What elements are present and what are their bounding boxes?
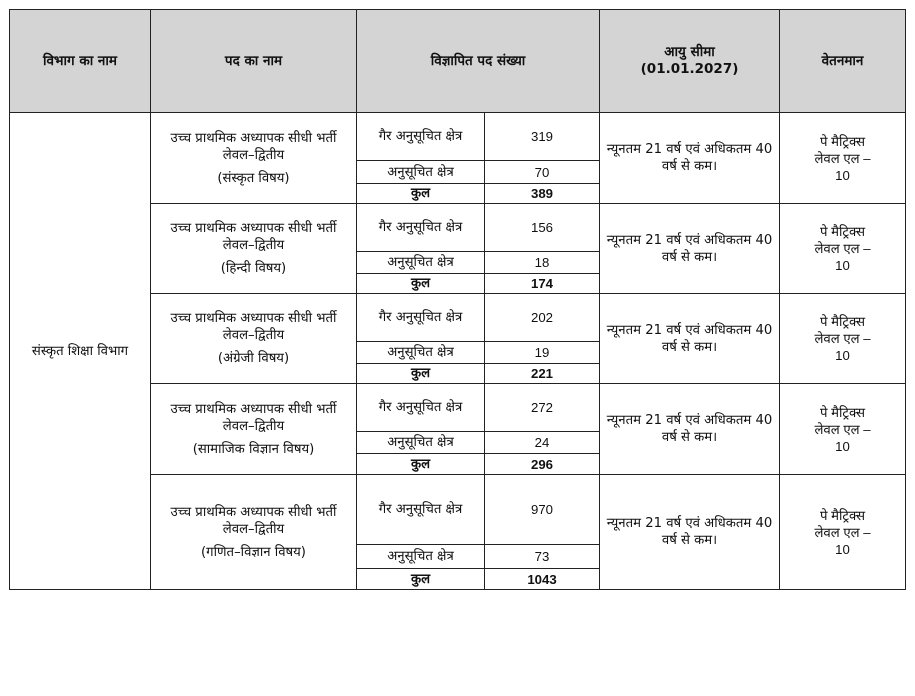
department-cell: संस्कृत शिक्षा विभाग xyxy=(10,113,151,590)
count-scheduled: 73 xyxy=(485,545,600,569)
total-count: 296 xyxy=(485,454,600,475)
post-title: उच्च प्राथमिक अध्यापक सीधी भर्ती लेवल–द्वितीय xyxy=(170,130,337,163)
pay-scale-cell xyxy=(780,475,906,590)
total-label: कुल xyxy=(357,454,485,475)
pay-scale-line-1: पे मैट्रिक्स xyxy=(819,314,866,329)
post-title: उच्च प्राथमिक अध्यापक सीधी भर्ती लेवल–द्वितीय xyxy=(170,221,337,253)
pay-scale-line-2: लेवल एल – xyxy=(814,331,871,346)
pay-scale-line-1: पे मैट्रिक्स xyxy=(819,133,866,149)
total-label: कुल xyxy=(357,364,485,384)
table-header-row xyxy=(10,10,906,113)
pay-scale-line-2: लेवल एल – xyxy=(814,241,871,256)
pay-scale-line-3: 10 xyxy=(835,541,850,557)
total-label: कुल xyxy=(357,569,485,590)
pay-scale-line-3: 10 xyxy=(835,258,850,273)
total-count: 221 xyxy=(485,364,600,384)
category-scheduled: अनुसूचित क्षेत्र xyxy=(357,432,485,454)
category-non-scheduled: गैर अनुसूचित क्षेत्र xyxy=(357,204,485,252)
category-non-scheduled: गैर अनुसूचित क्षेत्र xyxy=(357,475,485,545)
count-scheduled: 18 xyxy=(485,252,600,274)
total-label: कुल xyxy=(357,274,485,294)
post-subject: (हिन्दी विषय) xyxy=(220,261,287,276)
category-non-scheduled: गैर अनुसूचित क्षेत्र xyxy=(357,113,485,161)
total-count: 174 xyxy=(485,274,600,294)
pay-scale-cell xyxy=(780,384,906,475)
pay-scale-line-2: लेवल एल – xyxy=(814,150,871,166)
post-title: उच्च प्राथमिक अध्यापक सीधी भर्ती लेवल–द्वितीय xyxy=(170,504,337,537)
category-non-scheduled: गैर अनुसूचित क्षेत्र xyxy=(357,294,485,342)
total-label: कुल xyxy=(357,184,485,204)
count-non-scheduled: 156 xyxy=(485,204,600,252)
count-non-scheduled: 202 xyxy=(485,294,600,342)
post-name-cell xyxy=(151,204,357,294)
post-subject: (अंग्रेजी विषय) xyxy=(217,351,290,366)
header-age-limit xyxy=(600,10,780,113)
pay-scale-line-3: 10 xyxy=(835,348,850,363)
total-count: 389 xyxy=(485,184,600,204)
pay-scale-cell xyxy=(780,113,906,204)
post-name-cell xyxy=(151,384,357,475)
category-scheduled: अनुसूचित क्षेत्र xyxy=(357,545,485,569)
post-title: उच्च प्राथमिक अध्यापक सीधी भर्ती लेवल–द्वितीय xyxy=(170,401,337,434)
post-name-cell xyxy=(151,113,357,204)
total-count: 1043 xyxy=(485,569,600,590)
table-body xyxy=(10,113,906,590)
post-subject: (सामाजिक विज्ञान विषय) xyxy=(192,441,315,457)
post-title: उच्च प्राथमिक अध्यापक सीधी भर्ती लेवल–द्वितीय xyxy=(170,311,337,343)
pay-scale-line-1: पे मैट्रिक्स xyxy=(819,404,866,420)
category-scheduled: अनुसूचित क्षेत्र xyxy=(357,342,485,364)
count-scheduled: 70 xyxy=(485,161,600,184)
recruitment-table xyxy=(9,9,906,590)
age-limit-cell: न्यूनतम 21 वर्ष एवं अधिकतम 40 वर्ष से कम। xyxy=(600,384,780,475)
header-post: पद का नाम xyxy=(151,10,357,113)
header-advertised-posts: विज्ञापित पद संख्या xyxy=(357,10,600,113)
age-limit-cell: न्यूनतम 21 वर्ष एवं अधिकतम 40 वर्ष से कम। xyxy=(600,294,780,384)
pay-scale-cell xyxy=(780,204,906,294)
category-scheduled: अनुसूचित क्षेत्र xyxy=(357,161,485,184)
category-scheduled: अनुसूचित क्षेत्र xyxy=(357,252,485,274)
pay-scale-line-1: पे मैट्रिक्स xyxy=(819,224,866,239)
pay-scale-line-3: 10 xyxy=(835,167,850,183)
post-name-cell xyxy=(151,475,357,590)
pay-scale-line-3: 10 xyxy=(835,438,850,454)
count-scheduled: 19 xyxy=(485,342,600,364)
count-non-scheduled: 272 xyxy=(485,384,600,432)
pay-scale-cell xyxy=(780,294,906,384)
header-age-title: आयु सीमा xyxy=(664,44,715,60)
count-non-scheduled: 319 xyxy=(485,113,600,161)
pay-scale-line-2: लेवल एल – xyxy=(814,524,871,540)
header-department: विभाग का नाम xyxy=(10,10,151,113)
count-non-scheduled: 970 xyxy=(485,475,600,545)
post-subject: (गणित–विज्ञान विषय) xyxy=(201,544,306,560)
post-name-cell xyxy=(151,294,357,384)
age-limit-cell: न्यूनतम 21 वर्ष एवं अधिकतम 40 वर्ष से कम। xyxy=(600,204,780,294)
age-limit-cell: न्यूनतम 21 वर्ष एवं अधिकतम 40 वर्ष से कम। xyxy=(600,475,780,590)
age-limit-cell: न्यूनतम 21 वर्ष एवं अधिकतम 40 वर्ष से कम। xyxy=(600,113,780,204)
header-age-date: (01.01.2027) xyxy=(640,61,739,77)
category-non-scheduled: गैर अनुसूचित क्षेत्र xyxy=(357,384,485,432)
post-subject: (संस्कृत विषय) xyxy=(217,170,290,186)
count-scheduled: 24 xyxy=(485,432,600,454)
pay-scale-line-2: लेवल एल – xyxy=(814,421,871,437)
pay-scale-line-1: पे मैट्रिक्स xyxy=(819,507,866,523)
header-pay-scale: वेतनमान xyxy=(780,10,906,113)
table-row xyxy=(10,113,906,161)
